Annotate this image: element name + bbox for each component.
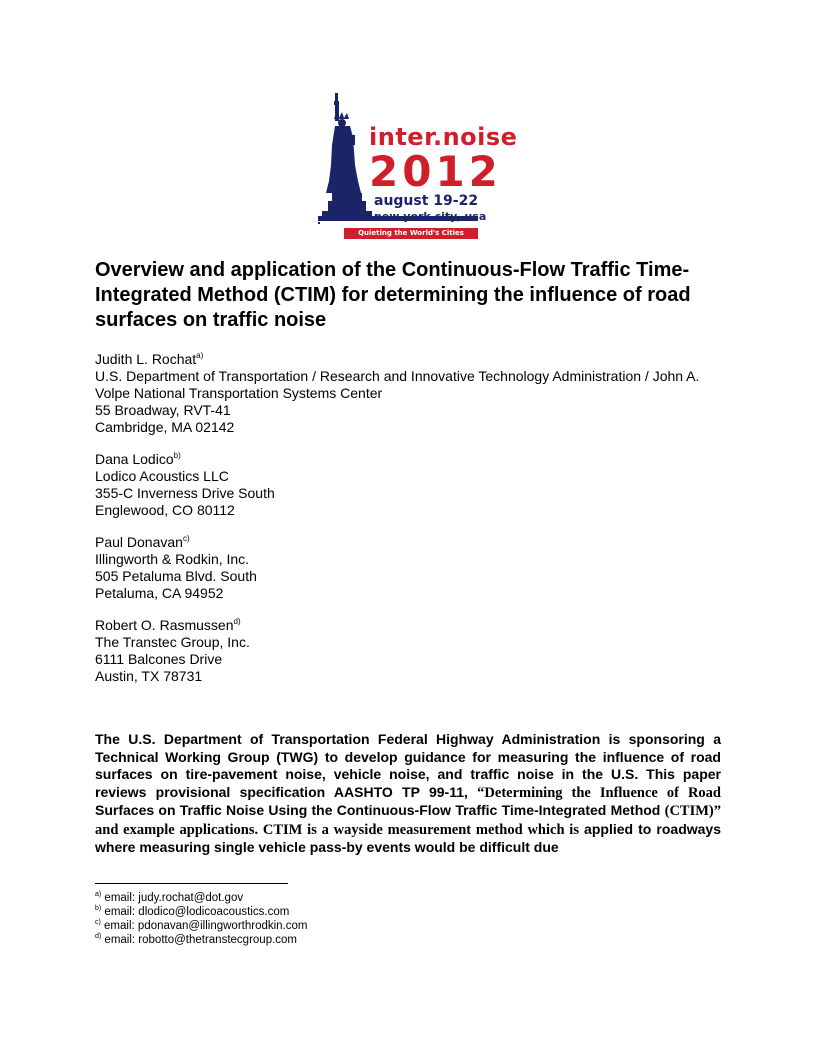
address-line: Austin, TX 78731 xyxy=(95,668,203,684)
footnote-marker: c) xyxy=(182,534,190,543)
footnote: $^{a)}$ email: judy.rochat@dot.gov xyxy=(95,891,244,904)
footnote-marker: a) xyxy=(196,351,204,360)
footnote-separator xyxy=(95,883,288,884)
logo-line-location: new york city, usa xyxy=(374,210,487,223)
footnote: $^{d)}$ email: robotto@thetranstecgroup.com xyxy=(95,933,298,946)
author-block xyxy=(95,534,775,602)
logo-tagline: Quieting the World's Cities xyxy=(344,228,478,239)
footnote: $^{c)}$ email: pdonavan@illingworthrodkin.com xyxy=(95,919,308,932)
affiliation-line: Lodico Acoustics LLC xyxy=(95,468,229,484)
affiliation-line: Illingworth & Rodkin, Inc. xyxy=(95,551,250,567)
address-line: Petaluma, CA 94952 xyxy=(95,585,224,601)
address-line: Cambridge, MA 02142 xyxy=(95,419,235,435)
affiliation-line: U.S. Department of Transportation / Research and Innovative Technology Administration / John A. xyxy=(95,368,700,384)
paper-title: Overview and application of the Continuous-Flow Traffic Time-Integrated Method (CTIM) for determining the influence of road surfaces on traffic noise xyxy=(95,259,691,331)
address-line: 55 Broadway, RVT-41 xyxy=(95,402,231,418)
abstract-paragraph: The U.S. Department of Transportation Federal Highway Administration is sponsoring a Technical Working Group (TWG) to develop guidance for measuring the influence of road surfaces on tire-pavement noise, vehicle noise, and traffic noise in the U.S. This paper reviews provisional specification AASHTO TP 99-11, “Determining the Influence of Road Surfaces on Traffic Noise Using the Continuous-Flow Traffic Time-Integrated Method (CTIM)” and example applications. CTIM is a wayside measurement method which is applied to roadways where measuring single vehicle pass-by events would be difficult due xyxy=(95,731,721,855)
author-name: Robert O. Rasmussen$^{d)}$ xyxy=(95,617,241,633)
footnote-marker: d) xyxy=(233,617,241,626)
author-block xyxy=(95,617,775,685)
conference-logo xyxy=(318,93,518,243)
address-line: 505 Petaluma Blvd. South xyxy=(95,568,257,584)
address-line: 355-C Inverness Drive South xyxy=(95,485,275,501)
address-line: 6111 Balcones Drive xyxy=(95,651,223,667)
author-block xyxy=(95,351,775,436)
author-block xyxy=(95,451,775,519)
footnote-marker: b) xyxy=(173,451,181,460)
logo-line-dates: august 19-22 xyxy=(374,193,479,209)
logo-line-year: 2012 xyxy=(369,147,502,196)
author-name: Judith L. Rochat$^{a)}$ xyxy=(95,351,204,367)
address-line: Englewood, CO 80112 xyxy=(95,502,235,518)
affiliation-line: The Transtec Group, Inc. xyxy=(95,634,250,650)
author-name: Paul Donavan$^{c)}$ xyxy=(95,534,190,550)
footnotes xyxy=(95,891,307,947)
author-name: Dana Lodico$^{b)}$ xyxy=(95,451,181,467)
affiliation-line: Volpe National Transportation Systems Center xyxy=(95,385,383,401)
author-list xyxy=(95,351,775,700)
logo-line-inter-noise: inter.noise xyxy=(369,123,518,151)
footnote: $^{b)}$ email: dlodico@lodicoacoustics.com xyxy=(95,905,290,918)
